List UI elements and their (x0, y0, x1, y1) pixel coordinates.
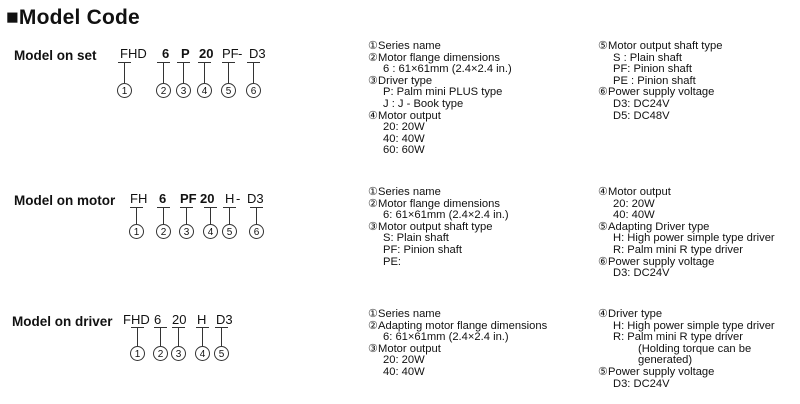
code-leader-line (229, 207, 230, 224)
section-label: Model on motor (14, 193, 116, 208)
description-item: 20: 20W (383, 121, 425, 134)
model-code-segment: FH (130, 191, 148, 206)
description-heading: ①Series name (368, 186, 441, 198)
description-item: D5: DC48V (613, 109, 670, 122)
code-leader-line (186, 207, 187, 224)
model-code-segment: H (225, 191, 235, 206)
model-code-segment: 20 (172, 312, 187, 327)
code-position-marker: 6 (246, 83, 261, 98)
page-title: ■Model Code (6, 6, 140, 29)
description-heading: ⑥Power supply voltage (598, 86, 715, 99)
description-heading: ③Driver type (368, 74, 433, 87)
description-item: 40: 40W (383, 132, 425, 145)
description-item: 20: 20W (383, 354, 425, 367)
model-code-segment: D3 (247, 191, 264, 206)
model-code-segment: FHD (123, 312, 150, 327)
description-item: 40: 40W (613, 209, 655, 222)
description-heading: ⑤Motor output shaft type (598, 40, 723, 52)
code-leader-line (204, 62, 205, 83)
description-item: PE : Pinion shaft (613, 74, 696, 87)
description-column (368, 187, 509, 268)
description-item: P: Palm mini PLUS type (383, 86, 503, 99)
description-heading: ⑥Power supply voltage (598, 255, 715, 268)
model-code-segment: FHD (120, 46, 147, 61)
description-heading: ②Motor flange dimensions (368, 197, 500, 210)
description-item: generated) (638, 354, 693, 367)
code-leader-line (202, 327, 203, 346)
code-leader-line (163, 62, 164, 83)
model-code-segment: D3 (249, 46, 266, 61)
section-label: Model on set (14, 48, 97, 63)
description-item: H: High power simple type driver (613, 319, 775, 332)
description-heading: ①Series name (368, 308, 441, 320)
model-code-segment: PF (222, 46, 239, 61)
description-heading: ②Adapting motor flange dimensions (368, 319, 548, 332)
code-position-marker: 5 (214, 346, 229, 361)
description-item: R: Palm mini R type driver (613, 243, 743, 256)
description-heading: ⑤Adapting Driver type (598, 220, 710, 233)
code-leader-line (210, 207, 211, 224)
description-item: J : J - Book type (383, 97, 464, 110)
description-item: 6: 61×61mm (2.4×2.4 in.) (383, 331, 509, 344)
model-code-segment: H (197, 312, 207, 327)
description-item: D3: DC24V (613, 97, 670, 110)
description-heading: ⑤Power supply voltage (598, 365, 715, 378)
code-position-marker: 3 (176, 83, 191, 98)
code-position-marker: 6 (249, 224, 264, 239)
description-heading: ④Motor output (368, 109, 441, 122)
description-item: 6: 61×61mm (2.4×2.4 in.) (383, 209, 509, 222)
model-code-segment: 6 (159, 191, 167, 206)
description-heading: ②Motor flange dimensions (368, 51, 500, 64)
description-item: PF: Pinion shaft (613, 63, 692, 76)
description-column (598, 309, 775, 390)
code-position-marker: 3 (171, 346, 186, 361)
description-item: 6 : 61×61mm (2.4×2.4 in.) (383, 63, 512, 76)
description-heading: ①Series name (368, 40, 441, 52)
code-position-marker: 4 (203, 224, 218, 239)
code-position-marker: 1 (117, 83, 132, 98)
code-position-marker: 5 (222, 224, 237, 239)
code-leader-line (163, 207, 164, 224)
description-item: D3: DC24V (613, 377, 670, 390)
description-item: PF: Pinion shaft (383, 243, 462, 256)
section-label: Model on driver (12, 314, 113, 329)
code-position-marker: 4 (195, 346, 210, 361)
description-item: 60: 60W (383, 144, 425, 157)
code-leader-line (221, 327, 222, 346)
model-code-segment: P (181, 46, 190, 61)
code-leader-line (183, 62, 184, 83)
description-item: H: High power simple type driver (613, 232, 775, 245)
description-column (598, 41, 722, 122)
description-item: S : Plain shaft (613, 51, 683, 64)
code-position-marker: 2 (153, 346, 168, 361)
code-leader-line (256, 207, 257, 224)
description-heading: ③Motor output shaft type (368, 220, 493, 233)
description-item: S: Plain shaft (383, 232, 449, 245)
code-leader-line (124, 62, 125, 83)
model-code-segment: 20 (200, 191, 215, 206)
model-code-segment: - (238, 46, 243, 61)
description-column (368, 41, 512, 157)
code-position-marker: 4 (197, 83, 212, 98)
description-item: (Holding torque can be (638, 342, 752, 355)
model-code-segment: 6 (162, 46, 170, 61)
description-item: D3: DC24V (613, 267, 670, 280)
code-position-marker: 1 (129, 224, 144, 239)
description-item: 40: 40W (383, 365, 425, 378)
code-position-marker: 1 (130, 346, 145, 361)
model-code-segment: 6 (154, 312, 162, 327)
code-leader-line (136, 207, 137, 224)
description-item: 20: 20W (613, 197, 655, 210)
code-leader-line (228, 62, 229, 83)
description-column (598, 187, 775, 280)
code-position-marker: 2 (156, 83, 171, 98)
description-item: PE: (383, 255, 402, 268)
description-column (368, 309, 547, 379)
code-leader-line (137, 327, 138, 346)
description-item: R: Palm mini R type driver (613, 331, 743, 344)
model-code-segment: PF (180, 191, 197, 206)
code-position-marker: 3 (179, 224, 194, 239)
description-heading: ④Motor output (598, 186, 671, 198)
code-leader-line (160, 327, 161, 346)
description-heading: ③Motor output (368, 342, 441, 355)
model-code-segment: 20 (199, 46, 214, 61)
model-code-segment: - (236, 191, 241, 206)
description-heading: ④Driver type (598, 308, 663, 320)
code-leader-line (178, 327, 179, 346)
code-leader-line (253, 62, 254, 83)
code-position-marker: 5 (221, 83, 236, 98)
code-position-marker: 2 (156, 224, 171, 239)
model-code-segment: D3 (216, 312, 233, 327)
